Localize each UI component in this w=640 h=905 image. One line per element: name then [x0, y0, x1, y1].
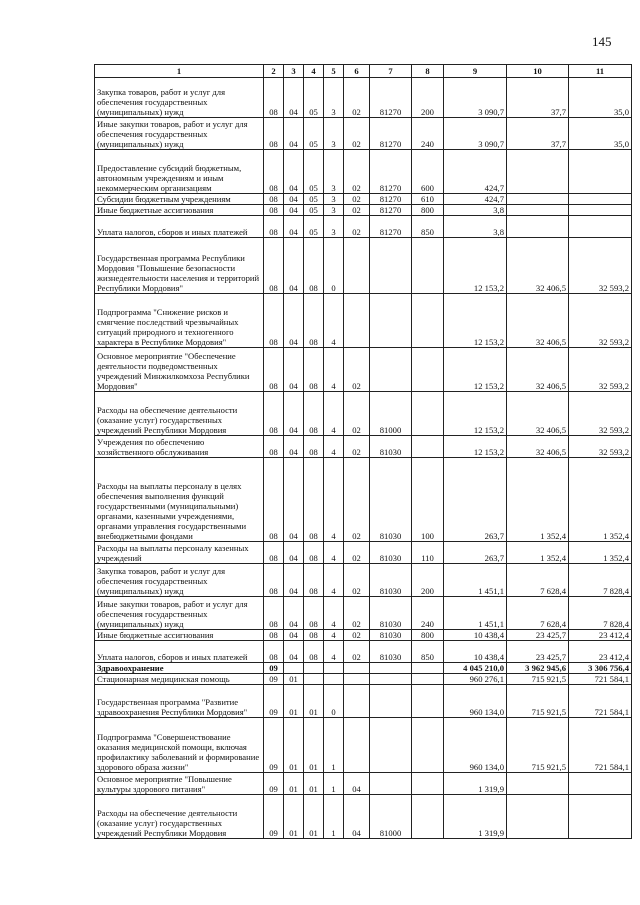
- amount-col10-cell: 1 352,4: [507, 458, 569, 542]
- section-code-cell: 08: [264, 630, 284, 641]
- expense-direction-cell: 81030: [370, 458, 412, 542]
- row-name-cell: Субсидии бюджетным учреждениям: [95, 194, 264, 205]
- amount-col10-cell: 23 425,7: [507, 641, 569, 663]
- amount-col11-cell: [569, 150, 632, 194]
- amount-col11-cell: 32 593,2: [569, 294, 632, 348]
- subprogram-code-cell: 1: [324, 718, 344, 773]
- measure-code-cell: 04: [344, 795, 370, 839]
- expense-type-cell: [412, 685, 444, 718]
- program-code-cell: 08: [304, 564, 324, 597]
- section-code-cell: 08: [264, 436, 284, 458]
- expense-type-cell: [412, 663, 444, 674]
- section-code-cell: 09: [264, 663, 284, 674]
- expense-type-cell: 240: [412, 118, 444, 150]
- expense-direction-cell: [370, 348, 412, 392]
- program-code-cell: 08: [304, 294, 324, 348]
- table-row: [95, 392, 632, 436]
- expense-direction-cell: [370, 718, 412, 773]
- amount-col9-cell: 10 438,4: [444, 630, 507, 641]
- row-name-cell: Государственная программа Республики Мордовия "Повышение безопасности жизнедеятельности населения и территорий Республики Мордовия": [95, 238, 264, 294]
- amount-col9-cell: 12 153,2: [444, 294, 507, 348]
- amount-col9-cell: 1 319,9: [444, 773, 507, 795]
- subprogram-code-cell: 1: [324, 795, 344, 839]
- table-row: [95, 78, 632, 118]
- amount-col9-cell: 424,7: [444, 194, 507, 205]
- amount-col10-cell: 715 921,5: [507, 674, 569, 685]
- subprogram-code-cell: 4: [324, 436, 344, 458]
- expense-type-cell: 200: [412, 564, 444, 597]
- subsection-code-cell: 01: [284, 674, 304, 685]
- header-cell: 4: [304, 65, 324, 78]
- row-name-cell: Подпрограмма "Снижение рисков и смягчение последствий чрезвычайных ситуаций природного и техногенного характера в Республике Мордовия": [95, 294, 264, 348]
- amount-col10-cell: 7 628,4: [507, 564, 569, 597]
- amount-col10-cell: 23 425,7: [507, 630, 569, 641]
- amount-col11-cell: 3 306 756,4: [569, 663, 632, 674]
- section-code-cell: 08: [264, 564, 284, 597]
- table-row: [95, 542, 632, 564]
- amount-col11-cell: 32 593,2: [569, 348, 632, 392]
- header-cell: 3: [284, 65, 304, 78]
- program-code-cell: 01: [304, 718, 324, 773]
- measure-code-cell: 02: [344, 436, 370, 458]
- expense-type-cell: [412, 294, 444, 348]
- measure-code-cell: [344, 674, 370, 685]
- program-code-cell: [304, 674, 324, 685]
- section-code-cell: 08: [264, 641, 284, 663]
- subsection-code-cell: 04: [284, 294, 304, 348]
- amount-col11-cell: 35,0: [569, 78, 632, 118]
- amount-col9-cell: 10 438,4: [444, 641, 507, 663]
- section-code-cell: 08: [264, 542, 284, 564]
- subsection-code-cell: 04: [284, 216, 304, 238]
- amount-col10-cell: 715 921,5: [507, 685, 569, 718]
- table-row: [95, 205, 632, 216]
- program-code-cell: 05: [304, 78, 324, 118]
- header-cell: 8: [412, 65, 444, 78]
- table-row: [95, 773, 632, 795]
- expense-direction-cell: 81270: [370, 150, 412, 194]
- program-code-cell: 08: [304, 392, 324, 436]
- subsection-code-cell: 04: [284, 78, 304, 118]
- amount-col9-cell: 960 134,0: [444, 685, 507, 718]
- expense-direction-cell: 81000: [370, 795, 412, 839]
- expense-direction-cell: 81030: [370, 564, 412, 597]
- amount-col11-cell: 32 593,2: [569, 238, 632, 294]
- subprogram-code-cell: 3: [324, 78, 344, 118]
- expense-direction-cell: [370, 663, 412, 674]
- expense-type-cell: [412, 773, 444, 795]
- expense-type-cell: 100: [412, 458, 444, 542]
- budget-table: [94, 64, 632, 839]
- header-cell: 2: [264, 65, 284, 78]
- measure-code-cell: 02: [344, 205, 370, 216]
- section-code-cell: 08: [264, 458, 284, 542]
- subsection-code-cell: 04: [284, 458, 304, 542]
- subprogram-code-cell: 3: [324, 205, 344, 216]
- row-name-cell: Иные закупки товаров, работ и услуг для обеспечения государственных (муниципальных) нужд: [95, 597, 264, 630]
- program-code-cell: 05: [304, 194, 324, 205]
- measure-code-cell: 02: [344, 348, 370, 392]
- table-row: [95, 150, 632, 194]
- amount-col9-cell: 12 153,2: [444, 392, 507, 436]
- header-row: [95, 65, 632, 78]
- amount-col9-cell: 12 153,2: [444, 238, 507, 294]
- amount-col10-cell: 32 406,5: [507, 392, 569, 436]
- section-code-cell: 08: [264, 597, 284, 630]
- table-row: [95, 216, 632, 238]
- subsection-code-cell: 04: [284, 630, 304, 641]
- subsection-code-cell: 04: [284, 436, 304, 458]
- header-cell: 10: [507, 65, 569, 78]
- expense-direction-cell: [370, 674, 412, 685]
- measure-code-cell: 02: [344, 630, 370, 641]
- subprogram-code-cell: 4: [324, 348, 344, 392]
- table-row: [95, 458, 632, 542]
- expense-direction-cell: [370, 238, 412, 294]
- measure-code-cell: 02: [344, 194, 370, 205]
- subsection-code-cell: 04: [284, 542, 304, 564]
- amount-col9-cell: 1 319,9: [444, 795, 507, 839]
- section-code-cell: 08: [264, 150, 284, 194]
- header-cell: 11: [569, 65, 632, 78]
- header-cell: 6: [344, 65, 370, 78]
- amount-col9-cell: 960 276,1: [444, 674, 507, 685]
- section-code-cell: 08: [264, 238, 284, 294]
- program-code-cell: 05: [304, 150, 324, 194]
- program-code-cell: 08: [304, 458, 324, 542]
- subsection-code-cell: 04: [284, 118, 304, 150]
- amount-col10-cell: 715 921,5: [507, 718, 569, 773]
- section-code-cell: 08: [264, 348, 284, 392]
- expense-direction-cell: 81030: [370, 436, 412, 458]
- measure-code-cell: 02: [344, 597, 370, 630]
- measure-code-cell: [344, 718, 370, 773]
- amount-col9-cell: 263,7: [444, 542, 507, 564]
- expense-type-cell: 800: [412, 205, 444, 216]
- subprogram-code-cell: 0: [324, 238, 344, 294]
- expense-direction-cell: 81030: [370, 597, 412, 630]
- subprogram-code-cell: 3: [324, 118, 344, 150]
- program-code-cell: 01: [304, 685, 324, 718]
- amount-col11-cell: 32 593,2: [569, 436, 632, 458]
- row-name-cell: Расходы на обеспечение деятельности (оказание услуг) государственных учреждений Республики Мордовия: [95, 795, 264, 839]
- row-name-cell: Расходы на выплаты персоналу казенных учреждений: [95, 542, 264, 564]
- page-number: 145: [592, 34, 612, 49]
- amount-col9-cell: 3,8: [444, 216, 507, 238]
- measure-code-cell: 02: [344, 118, 370, 150]
- expense-type-cell: 200: [412, 78, 444, 118]
- subprogram-code-cell: 4: [324, 641, 344, 663]
- expense-type-cell: 240: [412, 597, 444, 630]
- amount-col11-cell: 1 352,4: [569, 458, 632, 542]
- amount-col9-cell: 3 090,7: [444, 118, 507, 150]
- expense-type-cell: 850: [412, 641, 444, 663]
- amount-col10-cell: 3 962 945,6: [507, 663, 569, 674]
- subsection-code-cell: 04: [284, 238, 304, 294]
- amount-col11-cell: 7 828,4: [569, 564, 632, 597]
- program-code-cell: 08: [304, 630, 324, 641]
- table-row: [95, 238, 632, 294]
- expense-direction-cell: 81270: [370, 216, 412, 238]
- subprogram-code-cell: 3: [324, 194, 344, 205]
- amount-col11-cell: 1 352,4: [569, 542, 632, 564]
- measure-code-cell: 02: [344, 392, 370, 436]
- subsection-code-cell: 01: [284, 718, 304, 773]
- expense-type-cell: 110: [412, 542, 444, 564]
- section-code-cell: 08: [264, 294, 284, 348]
- amount-col10-cell: 37,7: [507, 78, 569, 118]
- subsection-code-cell: [284, 663, 304, 674]
- row-name-cell: Основное мероприятие "Обеспечение деятельности подведомственных учреждений Минжилкомхоза Республики Мордовия": [95, 348, 264, 392]
- subsection-code-cell: 04: [284, 205, 304, 216]
- expense-type-cell: [412, 718, 444, 773]
- subsection-code-cell: 04: [284, 348, 304, 392]
- subsection-code-cell: 04: [284, 597, 304, 630]
- table-row: [95, 436, 632, 458]
- header-cell: 9: [444, 65, 507, 78]
- amount-col10-cell: [507, 795, 569, 839]
- amount-col10-cell: [507, 773, 569, 795]
- subprogram-code-cell: 4: [324, 458, 344, 542]
- amount-col10-cell: 7 628,4: [507, 597, 569, 630]
- row-name-cell: Иные бюджетные ассигнования: [95, 205, 264, 216]
- subprogram-code-cell: 4: [324, 542, 344, 564]
- program-code-cell: 08: [304, 641, 324, 663]
- amount-col10-cell: 37,7: [507, 118, 569, 150]
- amount-col9-cell: 263,7: [444, 458, 507, 542]
- section-code-cell: 08: [264, 78, 284, 118]
- expense-type-cell: 610: [412, 194, 444, 205]
- table-row: [95, 348, 632, 392]
- subsection-code-cell: 01: [284, 685, 304, 718]
- program-code-cell: 05: [304, 118, 324, 150]
- section-code-cell: 08: [264, 216, 284, 238]
- table-row: [95, 118, 632, 150]
- row-name-cell: Иные бюджетные ассигнования: [95, 630, 264, 641]
- table-row: [95, 718, 632, 773]
- row-name-cell: Подпрограмма "Совершенствование оказания медицинской помощи, включая профилактику заболеваний и формирование здорового образа жизни": [95, 718, 264, 773]
- amount-col10-cell: [507, 216, 569, 238]
- amount-col11-cell: [569, 205, 632, 216]
- subprogram-code-cell: 4: [324, 392, 344, 436]
- amount-col10-cell: [507, 194, 569, 205]
- expense-direction-cell: 81030: [370, 542, 412, 564]
- program-code-cell: 08: [304, 597, 324, 630]
- amount-col10-cell: 32 406,5: [507, 238, 569, 294]
- expense-type-cell: [412, 392, 444, 436]
- subsection-code-cell: 04: [284, 641, 304, 663]
- header-cell: 7: [370, 65, 412, 78]
- amount-col11-cell: 721 584,1: [569, 718, 632, 773]
- program-code-cell: 05: [304, 205, 324, 216]
- table-row: [95, 674, 632, 685]
- expense-direction-cell: 81030: [370, 641, 412, 663]
- subprogram-code-cell: [324, 663, 344, 674]
- measure-code-cell: [344, 294, 370, 348]
- row-name-cell: Уплата налогов, сборов и иных платежей: [95, 641, 264, 663]
- measure-code-cell: 04: [344, 773, 370, 795]
- measure-code-cell: [344, 238, 370, 294]
- amount-col11-cell: 721 584,1: [569, 685, 632, 718]
- table-row: [95, 564, 632, 597]
- expense-direction-cell: 81000: [370, 392, 412, 436]
- amount-col11-cell: [569, 773, 632, 795]
- measure-code-cell: 02: [344, 78, 370, 118]
- measure-code-cell: 02: [344, 564, 370, 597]
- table-row: [95, 630, 632, 641]
- program-code-cell: 08: [304, 348, 324, 392]
- amount-col9-cell: 12 153,2: [444, 436, 507, 458]
- expense-direction-cell: [370, 685, 412, 718]
- header-cell: 1: [95, 65, 264, 78]
- section-code-cell: 08: [264, 205, 284, 216]
- amount-col9-cell: 12 153,2: [444, 348, 507, 392]
- amount-col10-cell: [507, 150, 569, 194]
- expense-type-cell: [412, 436, 444, 458]
- subprogram-code-cell: 4: [324, 294, 344, 348]
- subsection-code-cell: 04: [284, 150, 304, 194]
- measure-code-cell: 02: [344, 216, 370, 238]
- table-row: [95, 641, 632, 663]
- measure-code-cell: 02: [344, 641, 370, 663]
- measure-code-cell: 02: [344, 150, 370, 194]
- subsection-code-cell: 01: [284, 795, 304, 839]
- amount-col11-cell: 23 412,4: [569, 641, 632, 663]
- section-code-cell: 09: [264, 718, 284, 773]
- subprogram-code-cell: 0: [324, 685, 344, 718]
- row-name-cell: Стационарная медицинская помощь: [95, 674, 264, 685]
- expense-direction-cell: 81270: [370, 205, 412, 216]
- amount-col11-cell: 35,0: [569, 118, 632, 150]
- amount-col10-cell: 32 406,5: [507, 348, 569, 392]
- row-name-cell: Здравоохранение: [95, 663, 264, 674]
- amount-col9-cell: 960 134,0: [444, 718, 507, 773]
- amount-col9-cell: 4 045 210,0: [444, 663, 507, 674]
- amount-col9-cell: 3 090,7: [444, 78, 507, 118]
- table-row: [95, 795, 632, 839]
- amount-col9-cell: 1 451,1: [444, 597, 507, 630]
- section-code-cell: 09: [264, 674, 284, 685]
- measure-code-cell: 02: [344, 542, 370, 564]
- amount-col11-cell: [569, 795, 632, 839]
- subprogram-code-cell: 3: [324, 150, 344, 194]
- expense-type-cell: [412, 674, 444, 685]
- section-code-cell: 09: [264, 773, 284, 795]
- subsection-code-cell: 04: [284, 194, 304, 205]
- row-name-cell: Предоставление субсидий бюджетным, автономным учреждениям и иным некоммерческим организациям: [95, 150, 264, 194]
- program-code-cell: 08: [304, 542, 324, 564]
- amount-col11-cell: 721 584,1: [569, 674, 632, 685]
- table-row: [95, 294, 632, 348]
- measure-code-cell: [344, 685, 370, 718]
- measure-code-cell: 02: [344, 458, 370, 542]
- table-row: [95, 685, 632, 718]
- program-code-cell: 01: [304, 795, 324, 839]
- row-name-cell: Государственная программа "Развитие здравоохранения Республики Мордовия": [95, 685, 264, 718]
- amount-col9-cell: 424,7: [444, 150, 507, 194]
- section-code-cell: 08: [264, 392, 284, 436]
- program-code-cell: [304, 663, 324, 674]
- program-code-cell: 05: [304, 216, 324, 238]
- amount-col10-cell: 32 406,5: [507, 436, 569, 458]
- expense-direction-cell: 81270: [370, 194, 412, 205]
- expense-direction-cell: 81030: [370, 630, 412, 641]
- section-code-cell: 08: [264, 194, 284, 205]
- row-name-cell: Учреждения по обеспечению хозяйственного обслуживания: [95, 436, 264, 458]
- subprogram-code-cell: [324, 674, 344, 685]
- header-cell: 5: [324, 65, 344, 78]
- row-name-cell: Расходы на обеспечение деятельности (оказание услуг) государственных учреждений Республики Мордовия: [95, 392, 264, 436]
- expense-type-cell: 800: [412, 630, 444, 641]
- table-row: [95, 194, 632, 205]
- measure-code-cell: [344, 663, 370, 674]
- expense-type-cell: 850: [412, 216, 444, 238]
- row-name-cell: Уплата налогов, сборов и иных платежей: [95, 216, 264, 238]
- subprogram-code-cell: 4: [324, 564, 344, 597]
- row-name-cell: Закупка товаров, работ и услуг для обеспечения государственных (муниципальных) нужд: [95, 78, 264, 118]
- amount-col11-cell: [569, 194, 632, 205]
- section-code-cell: 09: [264, 795, 284, 839]
- row-name-cell: Закупка товаров, работ и услуг для обеспечения государственных (муниципальных) нужд: [95, 564, 264, 597]
- section-code-cell: 08: [264, 118, 284, 150]
- expense-direction-cell: 81270: [370, 118, 412, 150]
- row-name-cell: Основное мероприятие "Повышение культуры здорового питания": [95, 773, 264, 795]
- amount-col9-cell: 1 451,1: [444, 564, 507, 597]
- table-row: [95, 597, 632, 630]
- subprogram-code-cell: 1: [324, 773, 344, 795]
- section-code-cell: 09: [264, 685, 284, 718]
- expense-type-cell: 600: [412, 150, 444, 194]
- subprogram-code-cell: 4: [324, 597, 344, 630]
- amount-col10-cell: 1 352,4: [507, 542, 569, 564]
- expense-type-cell: [412, 238, 444, 294]
- amount-col11-cell: 32 593,2: [569, 392, 632, 436]
- table-body: [95, 78, 632, 839]
- expense-type-cell: [412, 348, 444, 392]
- amount-col11-cell: 23 412,4: [569, 630, 632, 641]
- subsection-code-cell: 04: [284, 392, 304, 436]
- row-name-cell: Иные закупки товаров, работ и услуг для обеспечения государственных (муниципальных) нужд: [95, 118, 264, 150]
- expense-direction-cell: [370, 773, 412, 795]
- expense-direction-cell: [370, 294, 412, 348]
- amount-col9-cell: 3,8: [444, 205, 507, 216]
- subprogram-code-cell: 3: [324, 216, 344, 238]
- amount-col11-cell: 7 828,4: [569, 597, 632, 630]
- row-name-cell: Расходы на выплаты персоналу в целях обеспечения выполнения функций государственными (муниципальными) органами, казенными учреждениями, органами управления государственными внебюджетными фондами: [95, 458, 264, 542]
- subprogram-code-cell: 4: [324, 630, 344, 641]
- subsection-code-cell: 01: [284, 773, 304, 795]
- program-code-cell: 01: [304, 773, 324, 795]
- program-code-cell: 08: [304, 238, 324, 294]
- amount-col10-cell: [507, 205, 569, 216]
- expense-type-cell: [412, 795, 444, 839]
- amount-col10-cell: 32 406,5: [507, 294, 569, 348]
- amount-col11-cell: [569, 216, 632, 238]
- table-row: [95, 663, 632, 674]
- subsection-code-cell: 04: [284, 564, 304, 597]
- program-code-cell: 08: [304, 436, 324, 458]
- expense-direction-cell: 81270: [370, 78, 412, 118]
